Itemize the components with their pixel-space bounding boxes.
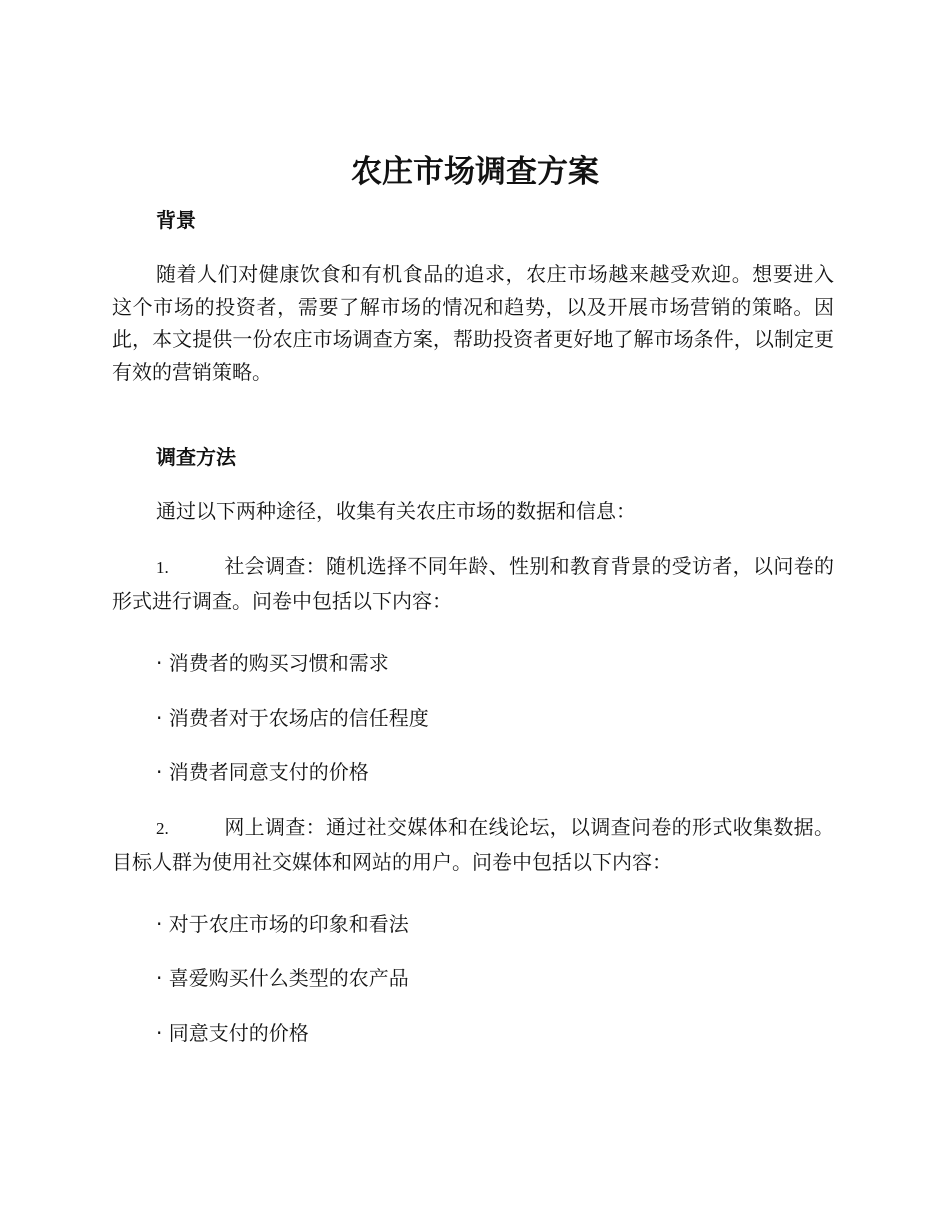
bullet-dot-icon: · — [156, 912, 163, 936]
item-text: 社会调查：随机选择不同年龄、性别和教育背景的受访者，以问卷的形式进行调查。问卷中包括以下内容： — [112, 554, 834, 613]
bullet-dot-icon: · — [156, 651, 163, 675]
bullet-dot-icon: · — [156, 966, 163, 990]
document-title: 农庄市场调查方案 — [351, 154, 599, 190]
bullet-text: 同意支付的价格 — [168, 1021, 309, 1045]
section-heading-method: 调查方法 — [156, 445, 236, 469]
bullet-text: 喜爱购买什么类型的农产品 — [168, 966, 409, 990]
item-number: 2. — [156, 819, 169, 838]
bullet-text: 消费者的购买习惯和需求 — [168, 651, 389, 675]
numbered-item-2 — [112, 811, 834, 878]
bullet-text: 消费者同意支付的价格 — [168, 760, 369, 784]
bullet-dot-icon: · — [156, 1021, 163, 1045]
item-number: 1. — [156, 558, 169, 577]
bullet-text: 对于农庄市场的印象和看法 — [168, 912, 409, 936]
bullet-item — [156, 648, 389, 678]
numbered-item-1 — [112, 550, 834, 617]
bullet-dot-icon: · — [156, 706, 163, 730]
bullet-dot-icon: · — [156, 760, 163, 784]
bullet-item — [156, 703, 429, 733]
bullet-item — [156, 963, 409, 993]
method-intro: 通过以下两种途径，收集有关农庄市场的数据和信息： — [156, 499, 636, 523]
bullet-item — [156, 909, 409, 939]
bullet-item — [156, 757, 369, 787]
item-text: 网上调查：通过社交媒体和在线论坛，以调查问卷的形式收集数据。目标人群为使用社交媒体和网站的用户。问卷中包括以下内容： — [112, 815, 834, 874]
background-paragraph: 随着人们对健康饮食和有机食品的追求，农庄市场越来越受欢迎。想要进入这个市场的投资者，需要了解市场的情况和趋势，以及开展市场营销的策略。因此，本文提供一份农庄市场调查方案，帮助投资者更好地了解市场条件，以制定更有效的营销策略。 — [112, 262, 834, 384]
section-heading-background: 背景 — [156, 208, 196, 232]
bullet-item — [156, 1018, 309, 1048]
bullet-text: 消费者对于农场店的信任程度 — [168, 706, 429, 730]
